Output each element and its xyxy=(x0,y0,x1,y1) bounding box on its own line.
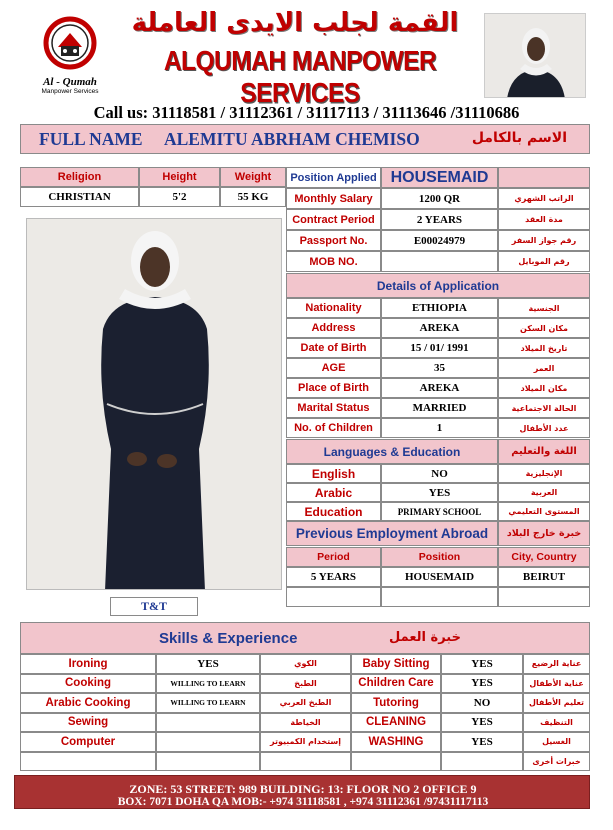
skill-name-arabic: التنظيف xyxy=(523,713,590,733)
skill-value: YES xyxy=(156,654,260,674)
detail-value: AREKA xyxy=(381,318,498,338)
contract-value: 2 YEARS xyxy=(381,209,498,230)
fullname-value: ALEMITU ABRHAM CHEMISO xyxy=(164,129,420,149)
skills-title: Skills & Experience xyxy=(159,630,298,647)
detail-value: ETHIOPIA xyxy=(381,298,498,318)
detail-label-arabic: الحالة الاجتماعية xyxy=(498,398,590,418)
language-label-arabic: العربية xyxy=(498,483,590,502)
call-us: Call us: 31118581 / 31112361 / 31117113 / 31113646 /31110686 xyxy=(93,103,520,122)
footer-bar xyxy=(14,775,590,809)
contract-value: 1200 QR xyxy=(381,188,498,209)
skill-name-arabic: عناية الرضيع xyxy=(523,654,590,674)
skill-name-arabic: عناية الأطفال xyxy=(523,674,590,694)
language-value: NO xyxy=(381,464,498,483)
detail-label-arabic: مكان الميلاد xyxy=(498,378,590,398)
language-label: English xyxy=(286,464,381,483)
religion-value: CHRISTIAN xyxy=(20,187,139,207)
employment-city-header: City, Country xyxy=(498,547,590,567)
candidate-photo xyxy=(26,218,282,590)
skill-name-arabic: الخياطة xyxy=(260,713,351,733)
religion-header: Religion xyxy=(20,167,139,187)
contract-label-arabic: رقم الموبايل xyxy=(498,251,590,272)
detail-value: MARRIED xyxy=(381,398,498,418)
skill-value: YES xyxy=(441,732,523,752)
detail-label-arabic: الجنسية xyxy=(498,298,590,318)
employment-position-header: Position xyxy=(381,547,498,567)
fullname-label-arabic: الاسم بالكامل xyxy=(471,130,567,146)
detail-label: AGE xyxy=(286,358,381,378)
contract-label: Contract Period xyxy=(286,209,381,230)
fullname-label: FULL NAME xyxy=(39,129,143,149)
skill-name-arabic: تعليم الأطفال xyxy=(523,693,590,713)
employment-period-header: Period xyxy=(286,547,381,567)
detail-label: No. of Children xyxy=(286,418,381,438)
detail-value: 15 / 01/ 1991 xyxy=(381,338,498,358)
height-value: 5'2 xyxy=(139,187,220,207)
detail-value: AREKA xyxy=(381,378,498,398)
detail-label: Place of Birth xyxy=(286,378,381,398)
skill-value xyxy=(441,752,523,772)
position-label: Position Applied xyxy=(286,167,381,188)
skill-value: YES xyxy=(441,713,523,733)
skill-name-arabic: الكوي xyxy=(260,654,351,674)
skill-name: CLEANING xyxy=(351,713,441,733)
weight-header: Weight xyxy=(220,167,286,187)
detail-label: Address xyxy=(286,318,381,338)
skill-name: Tutoring xyxy=(351,693,441,713)
skill-name: Cooking xyxy=(20,674,156,694)
skill-value xyxy=(156,732,260,752)
detail-label-arabic: مكان السكن xyxy=(498,318,590,338)
skill-name-arabic xyxy=(260,752,351,772)
detail-value: 35 xyxy=(381,358,498,378)
skill-name-arabic: إستخدام الكمبيوتر xyxy=(260,732,351,752)
photo-caption: T&T xyxy=(110,597,198,616)
contract-label-arabic: الراتب الشهري xyxy=(498,188,590,209)
detail-label: Date of Birth xyxy=(286,338,381,358)
language-label-arabic: الإنجليزية xyxy=(498,464,590,483)
employment-city: BEIRUT xyxy=(498,567,590,587)
skill-name xyxy=(351,752,441,772)
employment-row-empty xyxy=(381,587,498,607)
skill-name-arabic: الطبخ العربي xyxy=(260,693,351,713)
skill-value: NO xyxy=(441,693,523,713)
detail-value: 1 xyxy=(381,418,498,438)
contract-value xyxy=(381,251,498,272)
height-header: Height xyxy=(139,167,220,187)
languages-title: Languages & Education xyxy=(286,439,498,464)
skill-name: Children Care xyxy=(351,674,441,694)
contract-label-arabic: رقم جواز السفر xyxy=(498,230,590,251)
contract-label: Monthly Salary xyxy=(286,188,381,209)
contract-label: Passport No. xyxy=(286,230,381,251)
employment-position: HOUSEMAID xyxy=(381,567,498,587)
language-label: Education xyxy=(286,502,381,521)
language-label: Arabic xyxy=(286,483,381,502)
skill-name: Arabic Cooking xyxy=(20,693,156,713)
logo-name: Al - Qumah xyxy=(43,76,97,88)
languages-title-arabic: اللغة والتعليم xyxy=(498,439,590,464)
header-photo xyxy=(484,13,586,98)
skill-name: Computer xyxy=(20,732,156,752)
logo-subtitle: Manpower Services xyxy=(41,88,99,95)
skill-value: WILLING TO LEARN xyxy=(156,693,260,713)
employment-row-empty xyxy=(286,587,381,607)
detail-label-arabic: عدد الأطفال xyxy=(498,418,590,438)
detail-label: Nationality xyxy=(286,298,381,318)
skill-name xyxy=(20,752,156,772)
language-value: PRIMARY SCHOOL xyxy=(381,502,498,521)
details-title: Details of Application xyxy=(286,273,590,298)
skill-name: WASHING xyxy=(351,732,441,752)
skill-name-arabic: خبرات أخرى xyxy=(523,752,590,772)
contract-label: MOB NO. xyxy=(286,251,381,272)
employment-period: 5 YEARS xyxy=(286,567,381,587)
skill-name: Ironing xyxy=(20,654,156,674)
detail-label-arabic: العمر xyxy=(498,358,590,378)
company-name-english: ALQUMAH MANPOWER SERVICES xyxy=(163,45,437,110)
employment-title-arabic: خبرة خارج البلاد xyxy=(498,521,590,546)
skill-value: WILLING TO LEARN xyxy=(156,674,260,694)
skill-value: YES xyxy=(441,674,523,694)
employment-row-empty xyxy=(498,587,590,607)
skill-name-arabic: الطبخ xyxy=(260,674,351,694)
contract-label-arabic: مدة العقد xyxy=(498,209,590,230)
skill-name-arabic: الغسيل xyxy=(523,732,590,752)
skill-value xyxy=(156,713,260,733)
footer-line-1: ZONE: 53 STREET: 989 BUILDING: 13: FLOOR NO 2 OFFICE 9 xyxy=(129,782,477,796)
weight-value: 55 KG xyxy=(220,187,286,207)
skill-value xyxy=(156,752,260,772)
company-name-arabic: القمة لجلب الايدى العاملة xyxy=(131,8,459,38)
language-label-arabic: المستوى التعليمي xyxy=(498,502,590,521)
fullname-bar xyxy=(20,124,590,154)
contract-value: E00024979 xyxy=(381,230,498,251)
detail-label-arabic: تاريخ الميلاد xyxy=(498,338,590,358)
logo-icon xyxy=(30,15,110,75)
skill-value: YES xyxy=(441,654,523,674)
position-value: HOUSEMAID xyxy=(381,167,498,188)
skill-name: Baby Sitting xyxy=(351,654,441,674)
footer-line-2: BOX: 7071 DOHA QA MOB:- +974 31118581 , +974 31112361 /97431117113 xyxy=(117,796,489,808)
employment-title: Previous Employment Abroad xyxy=(286,521,498,546)
skills-bar xyxy=(20,622,590,654)
skill-name: Sewing xyxy=(20,713,156,733)
position-blank xyxy=(498,167,590,188)
company-logo xyxy=(30,15,110,95)
detail-label: Marital Status xyxy=(286,398,381,418)
skills-title-arabic: خبرة العمل xyxy=(389,630,461,645)
language-value: YES xyxy=(381,483,498,502)
